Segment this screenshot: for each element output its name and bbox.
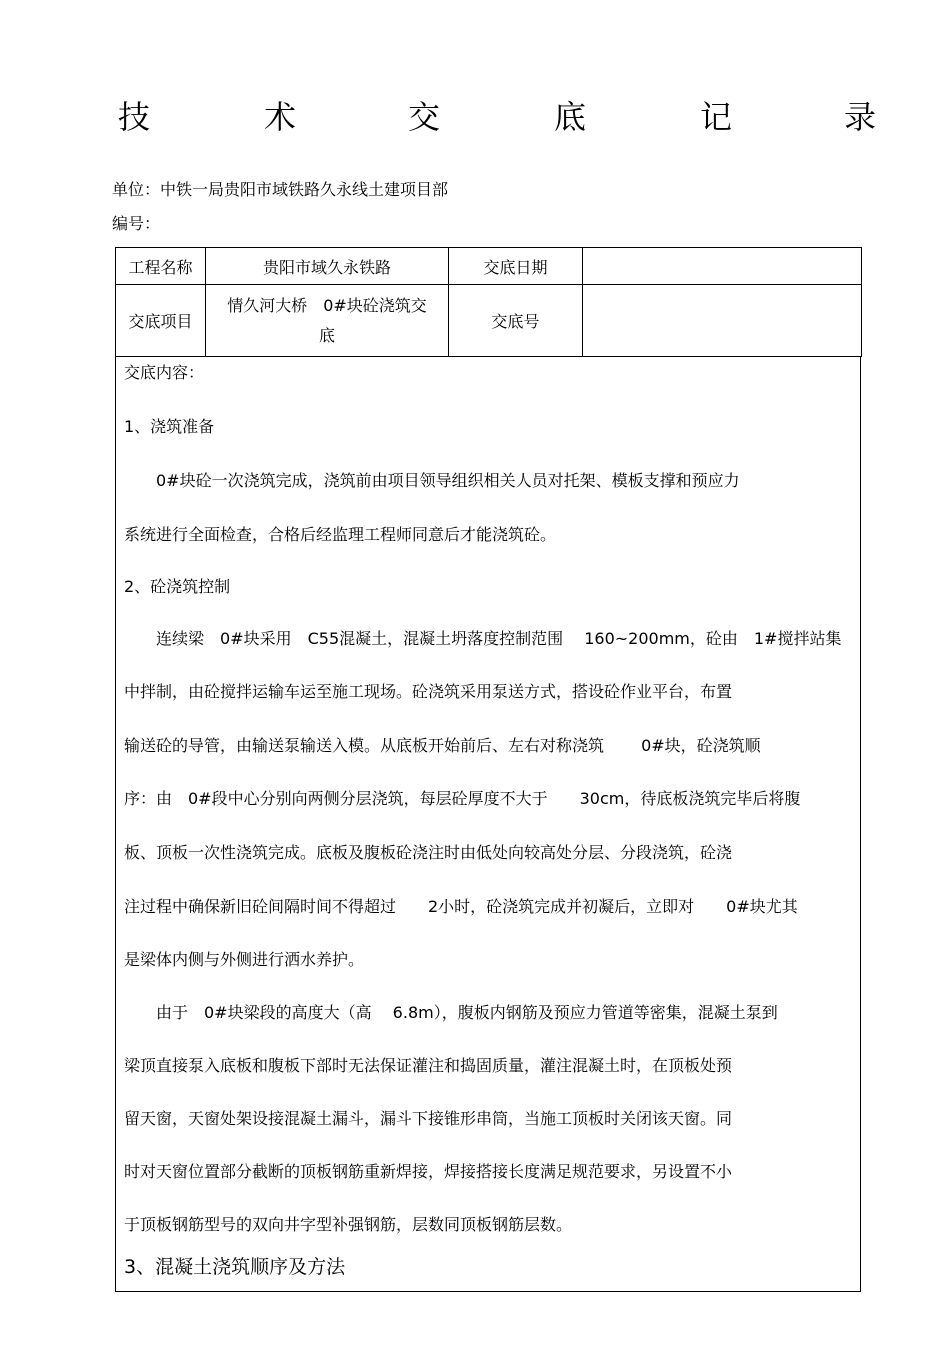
- project-name-value: 贵阳市域久永铁路: [206, 248, 449, 285]
- date-value: [583, 248, 862, 285]
- title-char: 录: [844, 98, 877, 136]
- project-name-label: 工程名称: [116, 248, 206, 285]
- content-line: 输送砼的导管，由输送泵输送入模。从底板开始前后、左右对称浇筑 0#块，砼浇筑顺: [124, 736, 761, 755]
- content-line: 留天窗，天窗处架设接混凝土漏斗，漏斗下接锥形串筒，当施工顶板时关闭该天窗。同: [124, 1109, 733, 1128]
- content-line: 0#块砼一次浇筑完成，浇筑前由项目领导组织相关人员对托架、模板支撑和预应力: [124, 471, 740, 490]
- document-title: [118, 92, 878, 142]
- number-value: [583, 285, 862, 357]
- content-line: 注过程中确保新旧砼间隔时间不得超过 2小时，砼浇筑完成并初凝后，立即对 0#块尤其: [124, 897, 798, 916]
- title-char: 记: [700, 98, 733, 136]
- title-char: 技: [118, 98, 151, 136]
- info-table: [115, 247, 862, 357]
- content-line: 序：由 0#段中心分别向两侧分层浇筑，每层砼厚度不大于 30cm，待底板浇筑完毕后将腹: [124, 789, 801, 808]
- content-line: 交底内容：: [124, 363, 205, 382]
- title-char: 交: [408, 98, 441, 136]
- date-label: 交底日期: [449, 248, 583, 285]
- number-line: 编号：: [112, 214, 161, 233]
- unit-line: 单位：中铁一局贵阳市域铁路久永线土建项目部: [112, 180, 449, 199]
- content-line: 是梁体内侧与外侧进行洒水养护。: [124, 950, 365, 969]
- content-line: 中拌制，由砼搅拌运输车运至施工现场。砼浇筑采用泵送方式，搭设砼作业平台，布置: [124, 682, 733, 701]
- content-line: 2、砼浇筑控制: [124, 577, 231, 596]
- content-line: 连续梁 0#块采用 C55混凝土，混凝土坍落度控制范围 160~200mm，砼由 1#搅拌站集: [124, 629, 842, 648]
- item-value-line1: 情久河大桥 0#块砼浇筑交: [227, 295, 427, 315]
- title-char: 底: [554, 98, 587, 136]
- content-line: 1、浇筑准备: [124, 417, 215, 436]
- content-line: 时对天窗位置部分截断的顶板钢筋重新焊接，焊接搭接长度满足规范要求，另设置不小: [124, 1162, 733, 1181]
- number-label: 交底号: [449, 285, 583, 357]
- content-line: 梁顶直接泵入底板和腹板下部时无法保证灌注和捣固质量，灌注混凝土时，在顶板处预: [124, 1056, 733, 1075]
- item-label: 交底项目: [116, 285, 206, 357]
- content-line: 于顶板钢筋型号的双向井字型补强钢筋，层数同顶板钢筋层数。: [124, 1215, 573, 1234]
- item-value-line2: 底: [318, 325, 335, 345]
- content-line: 板、顶板一次性浇筑完成。底板及腹板砼浇注时由低处向较高处分层、分段浇筑，砼浇: [124, 843, 733, 862]
- content-box: [115, 356, 861, 1292]
- title-char: 术: [264, 98, 297, 136]
- item-value: [206, 285, 449, 357]
- content-line: 系统进行全面检查，合格后经监理工程师同意后才能浇筑砼。: [124, 525, 557, 544]
- content-line: 由于 0#块梁段的高度大（高 6.8m），腹板内钢筋及预应力管道等密集，混凝土泵到: [124, 1003, 778, 1022]
- section-heading: 3、混凝土浇筑顺序及方法: [124, 1256, 346, 1278]
